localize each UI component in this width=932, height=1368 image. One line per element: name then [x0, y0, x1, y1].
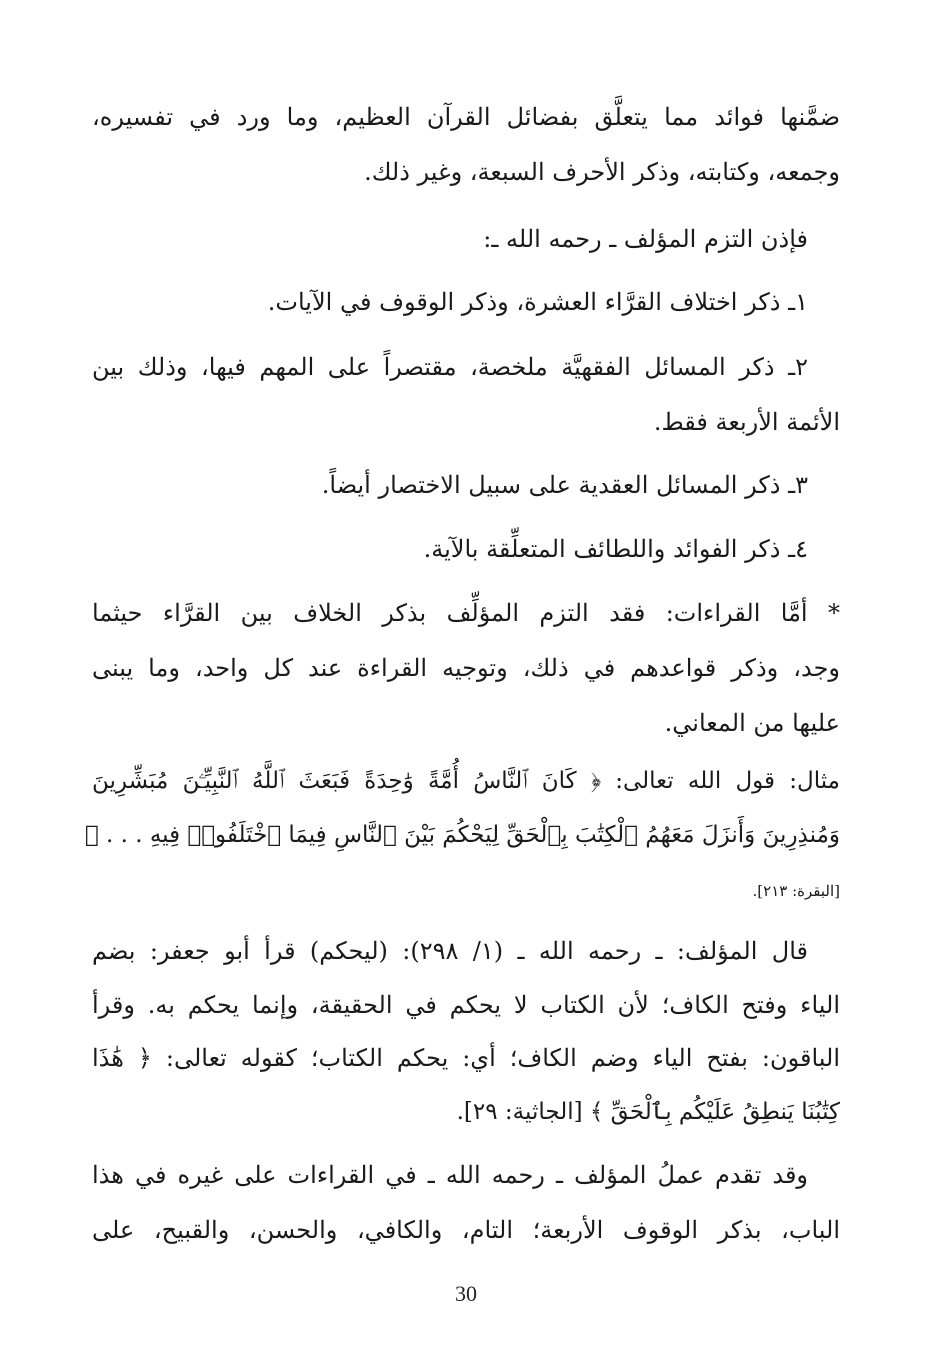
- verse-line: مثال: قول الله تعالى: ﴿ كَانَ ٱلنَّاسُ أُمَّةً وَٰحِدَةً فَبَعَثَ ٱللَّهُ ٱلنَّبِيِّـۧنَ مُبَشِّرِينَ: [92, 768, 840, 794]
- text-line: الياء وفتح الكاف؛ لأن الكتاب لا يحكم في الحقيقة، وإنما يحكم به. وقرأ: [92, 991, 840, 1019]
- text-line: وجمعه، وكتابته، وذكر الأحرف السبعة، وغير ذلك.: [364, 158, 840, 186]
- page-number: 30: [455, 1281, 477, 1306]
- text-line: الأئمة الأربعة فقط.: [653, 408, 840, 436]
- text-line: ضمَّنها فوائد مما يتعلَّق بفضائل القرآن العظيم، وما ورد في تفسيره،: [92, 103, 840, 131]
- text-line: وقد تقدم عملُ المؤلف ـ رحمه الله ـ في القراءات على غيره في هذا: [92, 1161, 809, 1189]
- text-line: * أمَّا القراءات: فقد التزم المؤلِّف بذكر الخلاف بين القرَّاء حيثما: [92, 599, 840, 627]
- list-item: ١ـ ذكر اختلاف القرَّاء العشرة، وذكر الوقوف في الآيات.: [267, 288, 808, 316]
- text-line: الباب، بذكر الوقوف الأربعة؛ التام، والكافي، والحسن، والقبيح، على: [92, 1216, 840, 1244]
- verse-line: وَمُنذِرِينَ وَأَنزَلَ مَعَهُمُ ٱلْكِتَٰبَ بِٱلْحَقِّ لِيَحْكُمَ بَيْنَ ٱلنَّاسِ فِيمَا ٱخْتَلَفُوا۟ فِيهِ . . . ﴾: [84, 822, 840, 848]
- citation: [البقرة: ٢١٣].: [752, 882, 840, 900]
- verse-line: كِتَٰبُنَا يَنطِقُ عَلَيْكُم بِٱلْحَقِّ ﴾ [الجاثية: ٢٩].: [456, 1099, 840, 1125]
- list-item: ٣ـ ذكر المسائل العقدية على سبيل الاختصار أيضاً.: [321, 471, 808, 499]
- list-item: ٢ـ ذكر المسائل الفقهيَّة ملخصة، مقتصراً على المهم فيها، وذلك بين: [92, 353, 808, 381]
- text-line: فإذن التزم المؤلف ـ رحمه الله ـ:: [483, 225, 808, 253]
- text-line: قال المؤلف: ـ رحمه الله ـ (١/ ٢٩٨): (ليحكم) قرأ أبو جعفر: بضم: [92, 937, 808, 965]
- text-line: عليها من المعاني.: [664, 709, 840, 737]
- text-line: وجد، وذكر قواعدهم في ذلك، وتوجيه القراءة عند كل واحد، وما يبنى: [92, 654, 840, 682]
- list-item: ٤ـ ذكر الفوائد واللطائف المتعلِّقة بالآية.: [423, 535, 808, 563]
- text-line: الباقون: بفتح الياء وضم الكاف؛ أي: يحكم الكتاب؛ كقوله تعالى: ﴿ هَٰذَا: [92, 1044, 840, 1072]
